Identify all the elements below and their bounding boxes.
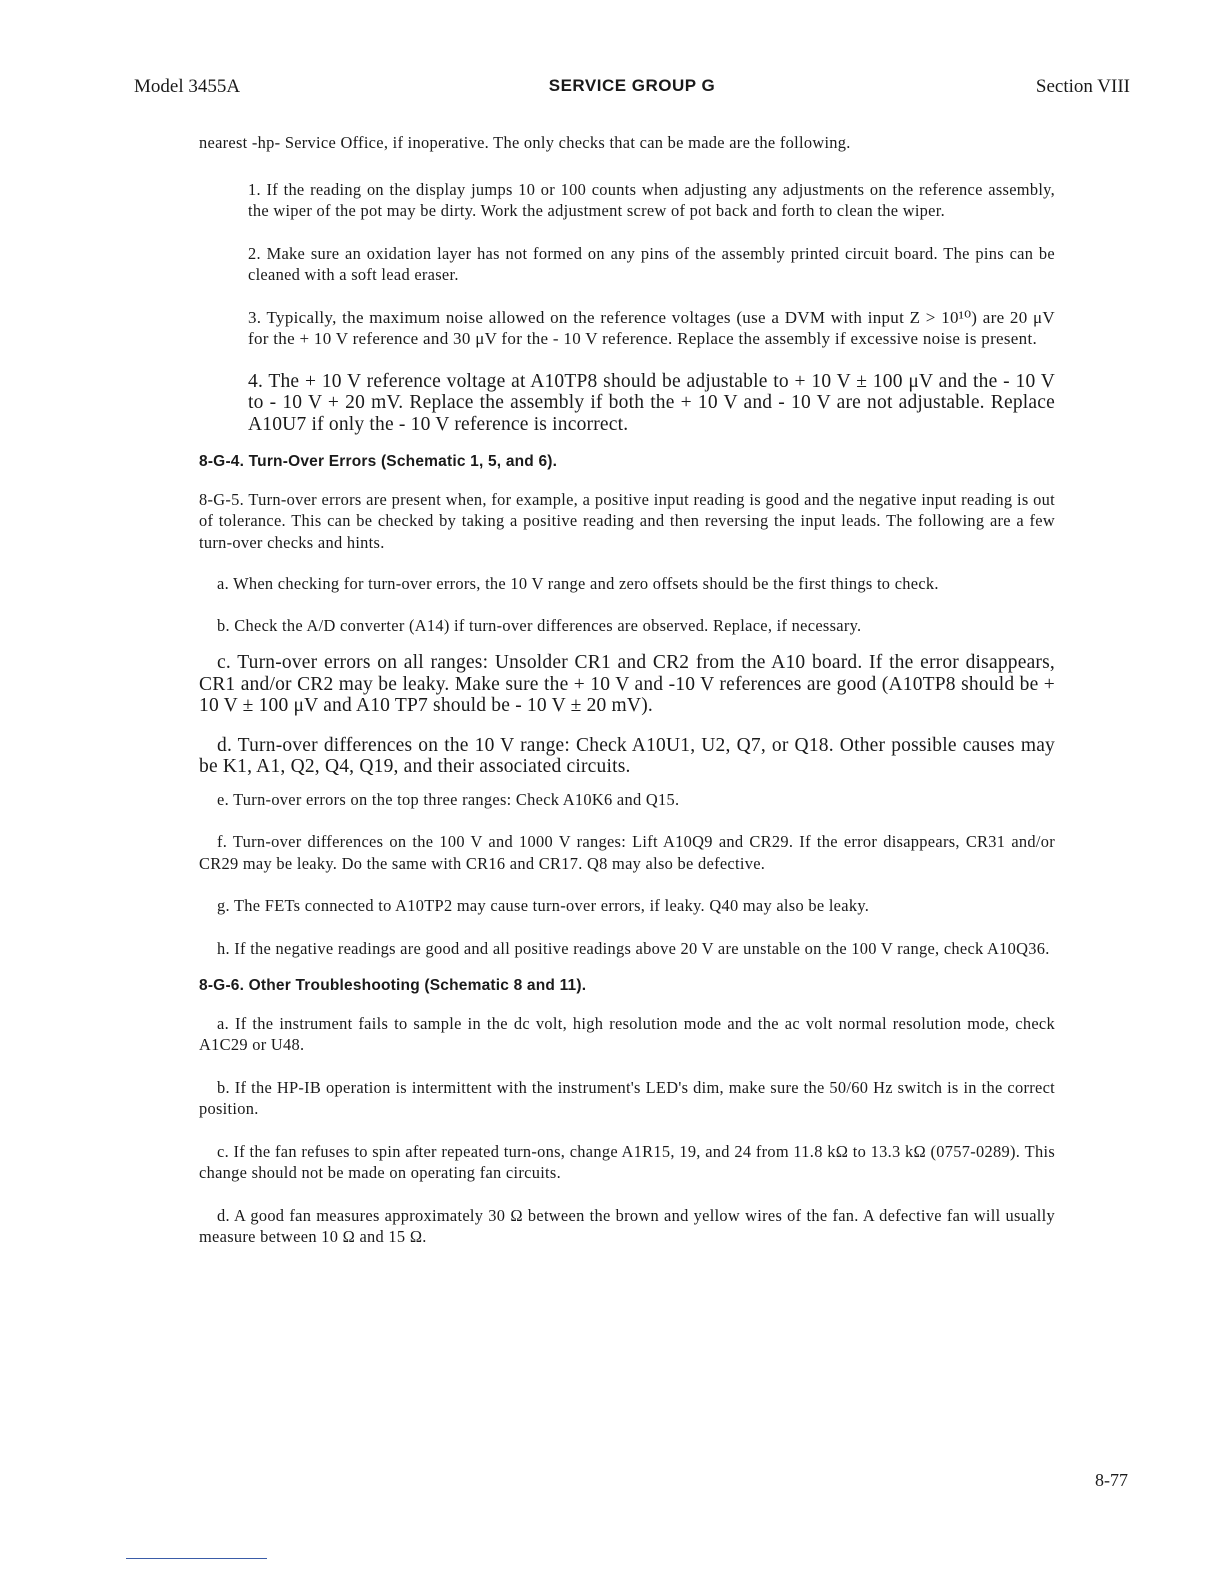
intro-paragraph: nearest -hp- Service Office, if inoperative. The only checks that can be made are the following. — [199, 133, 851, 152]
service-group-title: SERVICE GROUP G — [548, 76, 716, 95]
footer-rule — [126, 1558, 267, 1559]
turn-over-item-a: a. When checking for turn-over errors, the 10 V range and zero offsets should be the first things to check. — [217, 574, 939, 593]
turn-over-item-h: h. If the negative readings are good and all positive readings above 20 V are unstable on the 100 V range, check A10Q36. — [217, 938, 1050, 958]
other-item-a: a. If the instrument fails to sample in the dc volt, high resolution mode and the ac volt normal resolution mode, check A1C29 or U48. — [199, 1013, 1055, 1054]
check-item-3: 3. Typically, the maximum noise allowed on the reference voltages (use a DVM with input Z > 10¹⁰) are 20 μV for the + 10 V reference and 30 μV for the - 10 V reference. Replace the assembly if excessive noise is present. — [248, 307, 1055, 348]
other-item-d: d. A good fan measures approximately 30 Ω between the brown and yellow wires of the fan. A defective fan will usually measure between 10 Ω and 15 Ω. — [199, 1205, 1055, 1246]
turn-over-item-e: e. Turn-over errors on the top three ranges: Check A10K6 and Q15. — [217, 789, 680, 809]
page-header — [134, 76, 1130, 100]
page-body — [199, 132, 1055, 1248]
check-item-4: 4. The + 10 V reference voltage at A10TP8 should be adjustable to + 10 V ± 100 μV and the - 10 V to - 10 V + 20 mV. Replace the assembly if both the + 10 V and - 10 V are not adjustable. Replace A10U7 if only the - 10 V reference is incorrect. — [248, 370, 1056, 435]
check-item-1: 1. If the reading on the display jumps 10 or 100 counts when adjusting any adjustments on the reference assembly, the wiper of the pot may be dirty. Work the adjustment screw of pot back and forth to clean the wiper. — [248, 179, 1055, 220]
turn-over-item-f: f. Turn-over differences on the 100 V and 1000 V ranges: Lift A10Q9 and CR29. If the error disappears, CR31 and/or CR29 may be leaky. Do the same with CR16 and CR17. Q8 may also be defective. — [199, 832, 1055, 873]
other-item-c: c. If the fan refuses to spin after repeated turn-ons, change A1R15, 19, and 24 from 11.8 kΩ to 13.3 kΩ (0757-0289). This change should not be made on operating fan circuits. — [199, 1141, 1055, 1182]
turn-over-item-c: c. Turn-over errors on all ranges: Unsolder CR1 and CR2 from the A10 board. If the error disappears, CR1 and/or CR2 may be leaky. Make sure the + 10 V and -10 V references are good (A10TP8 should be + 10 V ± 100 μV and A10 TP7 should be - 10 V ± 20 mV). — [199, 652, 1055, 716]
turn-over-intro: 8-G-5. Turn-over errors are present when, for example, a positive input reading is good and the negative input reading is out of tolerance. This can be checked by taking a positive reading and then reversing the input leads. The following are a few turn-over checks and hints. — [199, 489, 1055, 552]
check-item-2: 2. Make sure an oxidation layer has not formed on any pins of the assembly printed circuit board. The pins can be cleaned with a soft lead eraser. — [248, 243, 1055, 284]
page-number: 8-77 — [1095, 1470, 1128, 1490]
model-label: Model 3455A — [134, 76, 241, 97]
turn-over-item-b: b. Check the A/D converter (A14) if turn-over differences are observed. Replace, if necessary. — [217, 615, 862, 635]
section-heading-other-troubleshooting: 8-G-6. Other Troubleshooting (Schematic 8 and 11). — [199, 977, 587, 994]
turn-over-item-g: g. The FETs connected to A10TP2 may cause turn-over errors, if leaky. Q40 may also be leaky. — [217, 896, 870, 915]
section-heading-turn-over: 8-G-4. Turn-Over Errors (Schematic 1, 5, and 6). — [199, 453, 558, 470]
turn-over-item-d: d. Turn-over differences on the 10 V range: Check A10U1, U2, Q7, or Q18. Other possible causes may be K1, A1, Q2, Q4, Q19, and their associated circuits. — [199, 734, 1055, 777]
other-item-b: b. If the HP-IB operation is intermittent with the instrument's LED's dim, make sure the 50/60 Hz switch is in the correct position. — [199, 1077, 1055, 1118]
section-label: Section VIII — [1035, 76, 1130, 97]
